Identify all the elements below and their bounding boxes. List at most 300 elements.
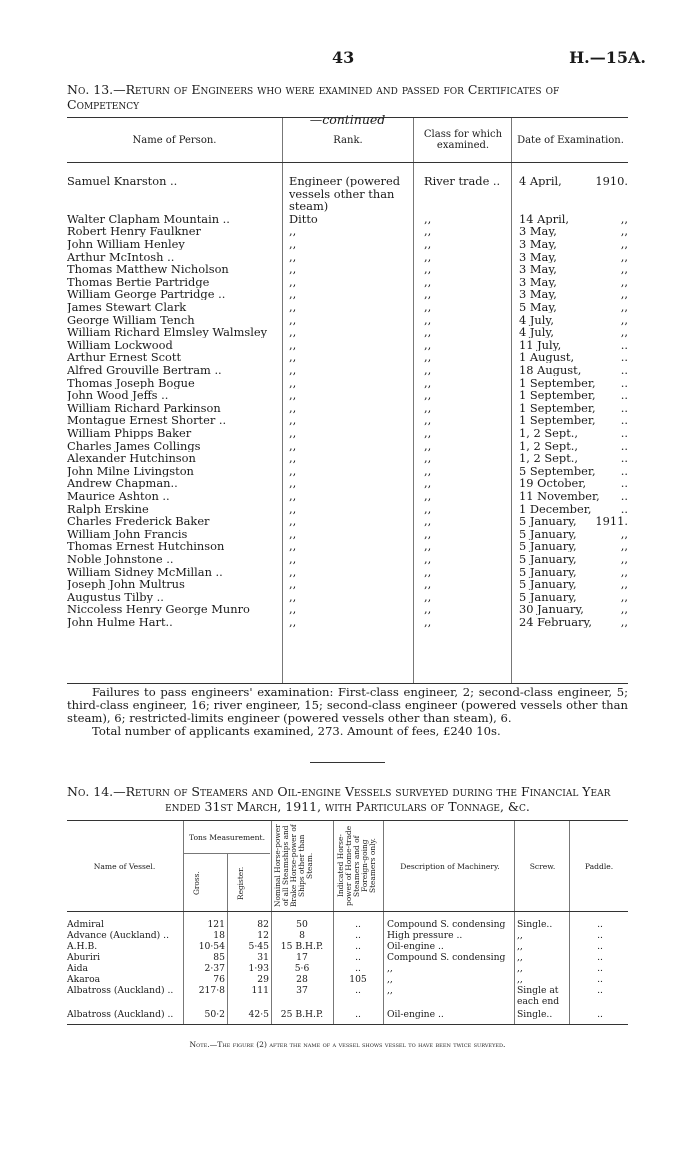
cell-name: William George Partridge .. xyxy=(67,288,226,301)
cell-name: Samuel Knarston .. xyxy=(67,175,178,187)
cell-rank: vessels other than xyxy=(289,187,395,200)
cell-class: ,, xyxy=(424,263,432,276)
cell-gross: 217·8 xyxy=(198,985,225,996)
cell-name: Arthur Ernest Scott xyxy=(67,351,182,364)
table-row xyxy=(67,402,628,414)
cell-date: 5 January, xyxy=(519,527,577,540)
cell-year: .. xyxy=(620,351,628,364)
cell-class: ,, xyxy=(424,389,432,402)
table-row xyxy=(67,377,628,389)
cell-date: 18 August, xyxy=(519,364,582,376)
cell-gross: 85 xyxy=(213,952,225,963)
cell-date: 3 May, xyxy=(519,275,557,288)
cell-rank: ,, xyxy=(289,490,297,502)
cell-name: Alfred Grouville Bertram .. xyxy=(67,364,222,376)
cell-paddle: .. xyxy=(597,919,603,930)
cell-screw: ,, xyxy=(517,963,523,974)
cell-gross: 2·37 xyxy=(204,963,225,974)
cell-year: .. xyxy=(620,490,628,502)
cell-year: .. xyxy=(620,338,628,351)
table-row xyxy=(67,238,628,250)
cell-screw: ,, xyxy=(517,974,523,985)
cell-year: ,, xyxy=(620,301,628,313)
cell-date: 24 February, xyxy=(519,616,592,628)
cell-register: 29 xyxy=(257,974,269,985)
cell-indicated-hp: .. xyxy=(355,1009,361,1020)
cell-rank: ,, xyxy=(289,401,297,414)
cell-class: ,, xyxy=(424,490,432,502)
cell-year: 1911. xyxy=(595,515,628,528)
cell-class: ,, xyxy=(424,364,432,376)
cell-paddle: .. xyxy=(597,985,603,996)
cell-name: Montague Ernest Shorter .. xyxy=(67,414,227,427)
table-row xyxy=(67,603,628,615)
cell-name: John Milne Livingston xyxy=(67,464,194,477)
cell-date: 1, 2 Sept., xyxy=(519,452,579,465)
table-row xyxy=(67,578,628,590)
cell-date: 1 December, xyxy=(519,502,592,515)
cell-name: Maurice Ashton .. xyxy=(67,490,170,502)
cell-class: ,, xyxy=(424,288,432,301)
cell-rank: ,, xyxy=(289,389,297,402)
table-row xyxy=(67,540,628,552)
cell-year: ,, xyxy=(620,527,628,540)
cell-rank: ,, xyxy=(289,464,297,477)
cell-vessel-name: Aburiri xyxy=(67,952,101,963)
table-row xyxy=(67,616,628,628)
cell-name: George William Tench xyxy=(67,313,195,326)
page-reference: H.—15A. xyxy=(569,48,646,67)
cell-rank: ,, xyxy=(289,452,297,465)
cell-name: William Phipps Baker xyxy=(67,427,192,439)
cell-rank: ,, xyxy=(289,578,297,591)
header-machinery: Description of Machinery. xyxy=(400,861,500,871)
cell-paddle: .. xyxy=(597,974,603,985)
cell-name: Thomas Bertie Partridge xyxy=(67,275,210,288)
cell-year: ,, xyxy=(620,553,628,565)
cell-register: 42·5 xyxy=(248,1009,269,1020)
cell-name: James Stewart Clark xyxy=(67,301,187,313)
cell-rank: ,, xyxy=(289,326,297,339)
cell-year: .. xyxy=(620,477,628,490)
vessels-table-body xyxy=(67,912,628,1024)
cell-machinery: High pressure .. xyxy=(387,930,463,941)
cell-register: 31 xyxy=(257,952,269,963)
cell-year: ,, xyxy=(620,288,628,301)
cell-year: ,, xyxy=(620,275,628,288)
cell-rank: ,, xyxy=(289,351,297,364)
cell-name: Robert Henry Faulkner xyxy=(67,225,201,238)
header-register: Register. xyxy=(236,866,245,900)
cell-class: ,, xyxy=(424,275,432,288)
header-paddle: Paddle. xyxy=(584,861,614,871)
cell-class: ,, xyxy=(424,238,432,250)
cell-name: John William Henley xyxy=(67,238,185,250)
cell-register: 5·45 xyxy=(248,941,269,952)
cell-year: ,, xyxy=(620,313,628,326)
cell-class: ,, xyxy=(424,338,432,351)
cell-paddle: .. xyxy=(597,963,603,974)
cell-class: ,, xyxy=(424,326,432,339)
table13-title-continued: —continued xyxy=(309,112,386,127)
cell-date: 1 September, xyxy=(519,389,596,402)
cell-rank: ,, xyxy=(289,288,297,301)
cell-indicated-hp: .. xyxy=(355,985,361,996)
cell-year: .. xyxy=(620,364,628,376)
cell-rank: ,, xyxy=(289,439,297,452)
cell-class: ,, xyxy=(424,590,432,603)
total-text: Total number of applicants examined, 273. Amount of fees, £240 10s. xyxy=(92,724,501,738)
table-row xyxy=(67,389,628,401)
table-row xyxy=(67,326,628,338)
cell-year: .. xyxy=(620,389,628,402)
cell-nominal-hp: 8 xyxy=(299,930,305,941)
table-row xyxy=(67,440,628,452)
cell-year: ,, xyxy=(620,540,628,553)
cell-date: 3 May, xyxy=(519,288,557,301)
cell-machinery: Oil-engine .. xyxy=(387,1009,444,1020)
cell-date: 1 September, xyxy=(519,414,596,427)
cell-name: William Lockwood xyxy=(67,338,173,351)
cell-nominal-hp: 50 xyxy=(296,919,308,930)
cell-rank: ,, xyxy=(289,263,297,276)
cell-name: Thomas Joseph Bogue xyxy=(67,376,195,389)
table14-title-cont: ended 31st March, 1911, with Particulars of Tonnage, &c. xyxy=(165,799,530,814)
cell-class: ,, xyxy=(424,301,432,313)
cell-rank: ,, xyxy=(289,603,297,616)
cell-screw: ,, xyxy=(517,952,523,963)
cell-gross: 76 xyxy=(213,974,225,985)
cell-rank: Ditto xyxy=(289,212,318,225)
cell-nominal-hp: 37 xyxy=(296,985,308,996)
cell-rank: ,, xyxy=(289,301,297,313)
cell-class: ,, xyxy=(424,313,432,326)
cell-name: Ralph Erskine xyxy=(67,502,149,515)
cell-class: ,, xyxy=(424,527,432,540)
cell-vessel-name: Admiral xyxy=(67,919,104,930)
cell-indicated-hp: .. xyxy=(355,930,361,941)
header-class: Class for which examined. xyxy=(423,129,503,151)
cell-vessel-name: Aida xyxy=(67,963,88,974)
table-row xyxy=(67,251,628,263)
failures-paragraph xyxy=(67,686,628,738)
cell-machinery: ,, xyxy=(387,985,393,996)
cell-date: 5 January, xyxy=(519,515,577,528)
cell-class: ,, xyxy=(424,515,432,528)
cell-date: 4 July, xyxy=(519,326,554,339)
table-row xyxy=(67,490,628,502)
cell-name: Joseph John Multrus xyxy=(67,578,185,591)
cell-year: ,, xyxy=(620,590,628,603)
cell-name: Thomas Matthew Nicholson xyxy=(67,263,229,276)
cell-vessel-name: A.H.B. xyxy=(67,941,98,952)
table-row xyxy=(67,503,628,515)
cell-indicated-hp: .. xyxy=(355,952,361,963)
cell-class: ,, xyxy=(424,250,432,263)
cell-rank: ,, xyxy=(289,238,297,250)
cell-year: .. xyxy=(620,452,628,465)
cell-date: 3 May, xyxy=(519,238,557,250)
cell-class: ,, xyxy=(424,502,432,515)
cell-nominal-hp: 25 B.H.P. xyxy=(280,1009,324,1020)
section-separator xyxy=(310,762,385,763)
cell-rank: ,, xyxy=(289,502,297,515)
cell-year: ,, xyxy=(620,263,628,276)
cell-rank: ,, xyxy=(289,414,297,427)
cell-class: ,, xyxy=(424,427,432,439)
cell-date: 5 January, xyxy=(519,540,577,553)
cell-year: .. xyxy=(620,427,628,439)
cell-screw: Single.. xyxy=(517,919,553,930)
table-row xyxy=(67,351,628,363)
table-row xyxy=(67,566,628,578)
cell-rank: Engineer (powered xyxy=(289,175,401,187)
header-screw: Screw. xyxy=(529,861,556,871)
cell-register: 12 xyxy=(257,930,269,941)
table-row xyxy=(67,364,628,376)
table-row xyxy=(67,225,628,237)
cell-date: 30 January, xyxy=(519,603,584,616)
cell-gross: 121 xyxy=(207,919,225,930)
cell-year: .. xyxy=(620,464,628,477)
cell-year: .. xyxy=(620,401,628,414)
cell-year: ,, xyxy=(620,238,628,250)
cell-date: 3 May, xyxy=(519,263,557,276)
cell-gross: 18 xyxy=(213,930,225,941)
cell-class: ,, xyxy=(424,565,432,578)
cell-name: William Richard Elmsley Walmsley xyxy=(67,326,268,339)
cell-date: 19 October, xyxy=(519,477,587,490)
header-rank: Rank. xyxy=(333,134,363,146)
failures-text: Failures to pass engineers' examination: First-class engineer, 2; second-class engineer, 5; third-class engineer, 16; river engineer, 15; second-class engineer (powered vessels other than steam), 6; restricted-limits engineer (powered vessels other than steam), 6. xyxy=(67,685,628,725)
cell-date: 5 September, xyxy=(519,464,596,477)
cell-rank: ,, xyxy=(289,590,297,603)
cell-machinery: ,, xyxy=(387,963,393,974)
cell-machinery: Compound S. condensing xyxy=(387,919,506,930)
table14-note: Note.—The figure (2) after the name of a vessel shows vessel to have been twice surveyed. xyxy=(189,1040,506,1049)
cell-name: Charles Frederick Baker xyxy=(67,515,210,528)
cell-name: Walter Clapham Mountain .. xyxy=(67,212,230,225)
cell-date: 5 January, xyxy=(519,578,577,591)
cell-paddle: .. xyxy=(597,941,603,952)
engineers-table xyxy=(67,117,628,684)
cell-date: 1, 2 Sept., xyxy=(519,439,579,452)
header-gross: Gross. xyxy=(192,871,201,895)
cell-screw: Single.. xyxy=(517,1009,553,1020)
cell-name: Noble Johnstone .. xyxy=(67,553,174,565)
table-row xyxy=(67,301,628,313)
cell-rank: ,, xyxy=(289,376,297,389)
cell-name: Thomas Ernest Hutchinson xyxy=(67,540,225,553)
header-nominal-hp: Nominal Horse-power of all Steamships and Brake Horse-power of Ships other than Steam. xyxy=(273,824,314,908)
cell-screw: ,, xyxy=(517,941,523,952)
cell-date: 1 September, xyxy=(519,376,596,389)
cell-class: ,, xyxy=(424,401,432,414)
cell-date: 11 July, xyxy=(519,338,562,351)
cell-name: Arthur McIntosh .. xyxy=(67,250,175,263)
cell-vessel-name: Albatross (Auckland) .. xyxy=(67,985,174,996)
table-row xyxy=(67,288,628,300)
vessels-table xyxy=(67,820,628,1025)
cell-date: 5 January, xyxy=(519,553,577,565)
cell-date: 3 May, xyxy=(519,250,557,263)
cell-class: ,, xyxy=(424,225,432,238)
cell-date: 14 April, xyxy=(519,212,569,225)
table-row xyxy=(67,213,628,225)
cell-year: ,, xyxy=(620,565,628,578)
table-row xyxy=(67,263,628,275)
cell-class: ,, xyxy=(424,452,432,465)
cell-year: ,, xyxy=(620,616,628,628)
vessels-table-header xyxy=(67,821,628,911)
cell-class: River trade .. xyxy=(424,175,501,187)
cell-year: ,, xyxy=(620,212,628,225)
table-row xyxy=(67,528,628,540)
cell-register: 82 xyxy=(257,919,269,930)
cell-class: ,, xyxy=(424,616,432,628)
cell-gross: 10·54 xyxy=(198,941,225,952)
cell-rank: ,, xyxy=(289,364,297,376)
header-date: Date of Examination. xyxy=(517,134,624,146)
header-tons: Tons Measurement. xyxy=(188,832,265,842)
cell-rank: ,, xyxy=(289,250,297,263)
cell-year: .. xyxy=(620,502,628,515)
cell-year: ,, xyxy=(620,250,628,263)
cell-indicated-hp: 105 xyxy=(349,974,367,985)
cell-rank: ,, xyxy=(289,225,297,238)
cell-rank: ,, xyxy=(289,313,297,326)
table-row xyxy=(67,276,628,288)
cell-class: ,, xyxy=(424,376,432,389)
cell-rank: steam) xyxy=(289,200,329,213)
cell-rank: ,, xyxy=(289,527,297,540)
table-row xyxy=(67,452,628,464)
table-row xyxy=(67,553,628,565)
cell-paddle: .. xyxy=(597,930,603,941)
cell-paddle: .. xyxy=(597,952,603,963)
cell-nominal-hp: 28 xyxy=(296,974,308,985)
table-row xyxy=(67,427,628,439)
page-number: 43 xyxy=(332,48,355,67)
cell-rank: ,, xyxy=(289,565,297,578)
table-row xyxy=(67,339,628,351)
cell-class: ,, xyxy=(424,540,432,553)
table-row xyxy=(67,477,628,489)
cell-date: 1 September, xyxy=(519,401,596,414)
cell-class: ,, xyxy=(424,578,432,591)
cell-rank: ,, xyxy=(289,275,297,288)
cell-class: ,, xyxy=(424,351,432,364)
table-row xyxy=(67,314,628,326)
cell-name: Alexander Hutchinson xyxy=(67,452,196,465)
cell-year: ,, xyxy=(620,603,628,616)
cell-year: .. xyxy=(620,376,628,389)
cell-rank: ,, xyxy=(289,616,297,628)
cell-rank: ,, xyxy=(289,553,297,565)
cell-date: 4 April, xyxy=(519,175,562,187)
cell-date: 3 May, xyxy=(519,225,557,238)
cell-name: William Richard Parkinson xyxy=(67,401,221,414)
cell-rank: ,, xyxy=(289,338,297,351)
table14-title xyxy=(67,784,628,814)
cell-year: .. xyxy=(620,414,628,427)
cell-name: Augustus Tilby .. xyxy=(67,590,164,603)
cell-indicated-hp: .. xyxy=(355,963,361,974)
cell-year: 1910. xyxy=(595,175,628,187)
cell-class: ,, xyxy=(424,439,432,452)
cell-register: 111 xyxy=(251,985,269,996)
cell-date: 5 January, xyxy=(519,565,577,578)
cell-nominal-hp: 15 B.H.P. xyxy=(280,941,324,952)
cell-class: ,, xyxy=(424,477,432,490)
cell-nominal-hp: 5·6 xyxy=(294,963,310,974)
cell-date: 5 May, xyxy=(519,301,557,313)
cell-name: John Wood Jeffs .. xyxy=(67,389,169,402)
cell-date: 11 November, xyxy=(519,490,600,502)
cell-rank: ,, xyxy=(289,515,297,528)
cell-name: Andrew Chapman.. xyxy=(67,477,178,490)
header-name: Name of Person. xyxy=(132,134,217,146)
table13-title-lead: No. 13.—Return of Engineers who were examined and passed for Certificates of Competency xyxy=(67,82,560,112)
cell-nominal-hp: 17 xyxy=(296,952,308,963)
table-row xyxy=(67,414,628,426)
cell-vessel-name: Albatross (Auckland) .. xyxy=(67,1009,174,1020)
cell-class: ,, xyxy=(424,464,432,477)
cell-register: 1·93 xyxy=(248,963,269,974)
table-row xyxy=(67,175,628,187)
cell-machinery: Oil-engine .. xyxy=(387,941,444,952)
cell-machinery: ,, xyxy=(387,974,393,985)
cell-class: ,, xyxy=(424,603,432,616)
cell-name: John Hulme Hart.. xyxy=(67,616,173,628)
engineers-table-header xyxy=(67,118,628,162)
cell-rank: ,, xyxy=(289,477,297,490)
cell-screw: each end xyxy=(517,996,560,1007)
cell-year: ,, xyxy=(620,326,628,339)
cell-vessel-name: Advance (Auckland) .. xyxy=(67,930,170,941)
cell-rank: ,, xyxy=(289,427,297,439)
cell-name: Charles James Collings xyxy=(67,439,201,452)
cell-machinery: Compound S. condensing xyxy=(387,952,506,963)
header-vessel: Name of Vessel. xyxy=(93,861,156,871)
cell-name: William John Francis xyxy=(67,527,188,540)
cell-date: 4 July, xyxy=(519,313,554,326)
table-row xyxy=(67,515,628,527)
cell-date: 1, 2 Sept., xyxy=(519,427,579,439)
cell-rank: ,, xyxy=(289,540,297,553)
engineers-table-body xyxy=(67,163,628,683)
cell-class: ,, xyxy=(424,414,432,427)
cell-indicated-hp: .. xyxy=(355,919,361,930)
cell-year: ,, xyxy=(620,578,628,591)
cell-year: .. xyxy=(620,439,628,452)
cell-date: 5 January, xyxy=(519,590,577,603)
cell-screw: Single at xyxy=(517,985,559,996)
table14-title-lead: No. 14.—Return of Steamers and Oil-engine Vessels surveyed during the Financial Year xyxy=(67,784,611,799)
cell-screw: ,, xyxy=(517,930,523,941)
table-row xyxy=(67,200,628,212)
cell-class: ,, xyxy=(424,212,432,225)
cell-gross: 50·2 xyxy=(204,1009,225,1020)
cell-vessel-name: Akaroa xyxy=(67,974,101,985)
header-indicated-hp: Indicated Horse-power of Home-trade Steamers and of Foreign-going Steamers only. xyxy=(336,825,377,907)
table-row xyxy=(67,465,628,477)
cell-indicated-hp: .. xyxy=(355,941,361,952)
cell-name: William Sidney McMillan .. xyxy=(67,565,223,578)
table-row xyxy=(67,188,628,200)
cell-year: ,, xyxy=(620,225,628,238)
cell-name: Niccoless Henry George Munro xyxy=(67,603,250,616)
